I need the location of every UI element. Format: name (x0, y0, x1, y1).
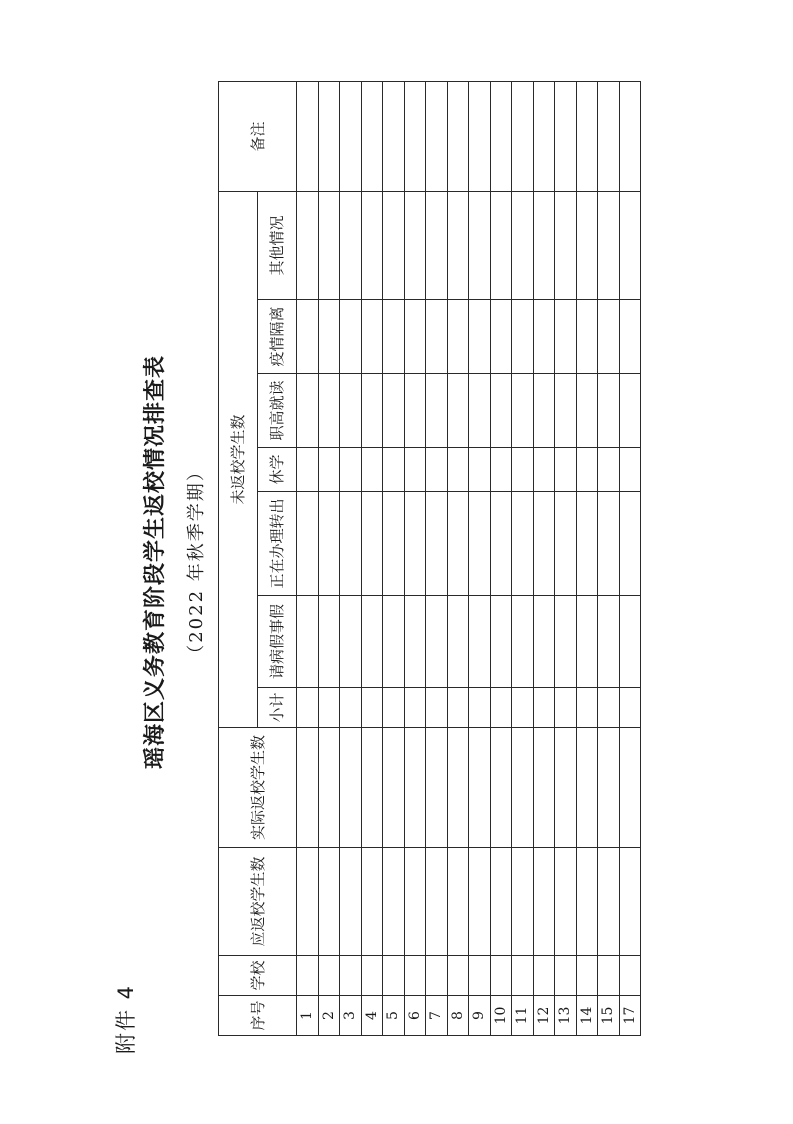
table-cell (404, 191, 426, 299)
table-cell (555, 596, 577, 688)
table-cell (447, 374, 469, 448)
table-cell (447, 448, 469, 492)
table-cell (512, 728, 534, 848)
row-seq-cell: 10 (490, 996, 512, 1036)
row-seq-cell: 14 (576, 996, 598, 1036)
table-cell (447, 596, 469, 688)
table-cell (404, 448, 426, 492)
row-seq-cell: 9 (469, 996, 491, 1036)
header-row-top (219, 81, 258, 1035)
table-cell (361, 300, 383, 374)
table-cell (318, 492, 340, 596)
table-cell (512, 492, 534, 596)
header-subtotal: 小计 (258, 688, 297, 728)
table-cell (576, 300, 598, 374)
table-cell (447, 492, 469, 596)
table-cell (361, 374, 383, 448)
table-row (619, 81, 641, 1035)
table-cell (447, 956, 469, 996)
table-cell (426, 374, 448, 448)
table-cell (512, 956, 534, 996)
table-cell (598, 596, 620, 688)
table-cell (383, 688, 405, 728)
table-cell (533, 374, 555, 448)
row-seq-cell: 1 (297, 996, 319, 1036)
table-cell (598, 956, 620, 996)
row-seq-cell: 13 (555, 996, 577, 1036)
table-cell (512, 374, 534, 448)
table-cell (318, 688, 340, 728)
header-sick-leave: 请病假事假 (258, 596, 297, 688)
table-cell (318, 191, 340, 299)
table-cell (447, 191, 469, 299)
table-cell (340, 728, 362, 848)
table-cell (361, 448, 383, 492)
table-row (297, 81, 319, 1035)
table-cell (469, 728, 491, 848)
table-cell (426, 688, 448, 728)
table-cell (576, 448, 598, 492)
table-cell (512, 300, 534, 374)
table-cell (555, 448, 577, 492)
table-cell (512, 688, 534, 728)
table-cell (426, 448, 448, 492)
table-cell (490, 191, 512, 299)
table-cell (512, 848, 534, 956)
table-cell (361, 728, 383, 848)
table-cell (533, 81, 555, 191)
table-cell (383, 374, 405, 448)
table-row (490, 81, 512, 1035)
table-cell (340, 374, 362, 448)
table-row (598, 81, 620, 1035)
table-cell (512, 448, 534, 492)
table-cell (297, 81, 319, 191)
table-cell (555, 374, 577, 448)
table-cell (297, 956, 319, 996)
table-cell (533, 300, 555, 374)
table-cell (619, 492, 641, 596)
table-cell (340, 956, 362, 996)
table-cell (318, 374, 340, 448)
table-cell (576, 81, 598, 191)
table-cell (619, 191, 641, 299)
table-cell (297, 688, 319, 728)
table-cell (598, 492, 620, 596)
table-cell (533, 688, 555, 728)
table-cell (555, 492, 577, 596)
table-cell (404, 374, 426, 448)
table-cell (512, 191, 534, 299)
table-row (318, 81, 340, 1035)
table-cell (318, 300, 340, 374)
table-cell (404, 728, 426, 848)
table-cell (426, 956, 448, 996)
table-cell (404, 848, 426, 956)
table-cell (469, 848, 491, 956)
table-cell (576, 492, 598, 596)
row-seq-cell: 2 (318, 996, 340, 1036)
table-cell (297, 848, 319, 956)
table-row (447, 81, 469, 1035)
table-cell (404, 492, 426, 596)
table-cell (469, 448, 491, 492)
table-cell (619, 728, 641, 848)
table-cell (598, 300, 620, 374)
row-seq-cell: 6 (404, 996, 426, 1036)
table-cell (297, 374, 319, 448)
table-cell (361, 492, 383, 596)
header-transfer: 正在办理转出 (258, 492, 297, 596)
table-cell (619, 374, 641, 448)
table-cell (426, 848, 448, 956)
table-cell (383, 448, 405, 492)
table-cell (490, 848, 512, 956)
table-row (383, 81, 405, 1035)
table-cell (383, 492, 405, 596)
table-cell (555, 300, 577, 374)
table-cell (340, 492, 362, 596)
table-cell (619, 596, 641, 688)
table-cell (598, 191, 620, 299)
table-cell (619, 956, 641, 996)
table-cell (383, 81, 405, 191)
table-cell (383, 728, 405, 848)
table-cell (297, 448, 319, 492)
header-not-returned: 未返校学生数 (219, 191, 258, 727)
table-cell (533, 191, 555, 299)
table-cell (512, 81, 534, 191)
table-cell (361, 81, 383, 191)
table-row (469, 81, 491, 1035)
table-cell (576, 728, 598, 848)
row-seq-cell: 3 (340, 996, 362, 1036)
table-cell (361, 848, 383, 956)
table-cell (404, 300, 426, 374)
table-cell (340, 688, 362, 728)
table-cell (555, 191, 577, 299)
table-cell (404, 81, 426, 191)
header-seq: 序号 (219, 996, 297, 1036)
table-cell (340, 848, 362, 956)
table-cell (555, 956, 577, 996)
table-cell (469, 374, 491, 448)
row-seq-cell: 7 (426, 996, 448, 1036)
table-cell (383, 300, 405, 374)
table-cell (469, 300, 491, 374)
header-other: 其他情况 (258, 191, 297, 299)
table-cell (469, 688, 491, 728)
table-cell (533, 956, 555, 996)
table-cell (512, 596, 534, 688)
header-suspension: 休学 (258, 448, 297, 492)
table-cell (297, 300, 319, 374)
table-cell (426, 728, 448, 848)
table-cell (619, 848, 641, 956)
table-cell (318, 596, 340, 688)
header-actual: 实际返校学生数 (219, 728, 297, 848)
table-cell (297, 191, 319, 299)
table-cell (383, 596, 405, 688)
table-row (404, 81, 426, 1035)
table-cell (426, 492, 448, 596)
table-row (533, 81, 555, 1035)
table-cell (576, 191, 598, 299)
table-cell (533, 492, 555, 596)
table-cell (426, 191, 448, 299)
table-cell (340, 448, 362, 492)
table-cell (533, 848, 555, 956)
table-cell (297, 596, 319, 688)
table-cell (404, 956, 426, 996)
survey-table (218, 81, 641, 1036)
table-cell (469, 956, 491, 996)
table-row (555, 81, 577, 1035)
header-remarks: 备注 (219, 81, 297, 191)
table-cell (490, 688, 512, 728)
table-cell (619, 300, 641, 374)
table-cell (340, 300, 362, 374)
table-cell (576, 848, 598, 956)
attachment-label: 附件 4 (114, 983, 138, 1054)
table-cell (490, 448, 512, 492)
table-cell (426, 596, 448, 688)
table-cell (447, 848, 469, 956)
table-cell (490, 728, 512, 848)
row-seq-cell: 17 (619, 996, 641, 1036)
table-cell (469, 191, 491, 299)
row-seq-cell: 15 (598, 996, 620, 1036)
table-cell (490, 374, 512, 448)
table-cell (447, 300, 469, 374)
table-cell (361, 596, 383, 688)
table-cell (318, 448, 340, 492)
table-cell (576, 596, 598, 688)
table-cell (447, 688, 469, 728)
table-cell (340, 596, 362, 688)
table-cell (361, 191, 383, 299)
table-cell (490, 956, 512, 996)
table-row (512, 81, 534, 1035)
table-cell (576, 374, 598, 448)
table-cell (318, 848, 340, 956)
table-cell (555, 848, 577, 956)
table-cell (318, 728, 340, 848)
table-row (576, 81, 598, 1035)
row-seq-cell: 8 (447, 996, 469, 1036)
table-cell (555, 688, 577, 728)
table-row (340, 81, 362, 1035)
table-cell (490, 596, 512, 688)
document-title: 瑶海区义务教育阶段学生返校情况排查表 (142, 355, 168, 770)
header-quarantine: 疫情隔离 (258, 300, 297, 374)
header-vocational: 职高就读 (258, 374, 297, 448)
table-cell (297, 492, 319, 596)
table-cell (598, 688, 620, 728)
table-cell (361, 688, 383, 728)
table-cell (490, 81, 512, 191)
table-cell (619, 81, 641, 191)
table-cell (469, 596, 491, 688)
header-school: 学校 (219, 956, 297, 996)
table-cell (490, 300, 512, 374)
table-cell (598, 374, 620, 448)
table-cell (598, 728, 620, 848)
table-cell (576, 688, 598, 728)
table-cell (318, 81, 340, 191)
document-subtitle: （2022 年秋季学期） (186, 461, 207, 663)
table-cell (383, 848, 405, 956)
table-cell (619, 448, 641, 492)
table-cell (426, 300, 448, 374)
table-cell (490, 492, 512, 596)
table-cell (555, 728, 577, 848)
row-seq-cell: 11 (512, 996, 534, 1036)
table-cell (297, 728, 319, 848)
table-cell (340, 191, 362, 299)
table-cell (533, 728, 555, 848)
table-cell (340, 81, 362, 191)
row-seq-cell: 5 (383, 996, 405, 1036)
table-body (297, 81, 641, 1035)
table-cell (383, 956, 405, 996)
table-cell (469, 492, 491, 596)
table-cell (447, 81, 469, 191)
table-cell (619, 688, 641, 728)
table-cell (555, 81, 577, 191)
row-seq-cell: 12 (533, 996, 555, 1036)
table-cell (598, 448, 620, 492)
table-cell (533, 448, 555, 492)
table-cell (598, 81, 620, 191)
table-cell (426, 81, 448, 191)
row-seq-cell: 4 (361, 996, 383, 1036)
table-cell (598, 848, 620, 956)
table-cell (404, 596, 426, 688)
table-cell (447, 728, 469, 848)
table-cell (533, 596, 555, 688)
table-cell (383, 191, 405, 299)
table-cell (361, 956, 383, 996)
table-cell (404, 688, 426, 728)
table-cell (576, 956, 598, 996)
table-cell (318, 956, 340, 996)
table-cell (469, 81, 491, 191)
table-row (426, 81, 448, 1035)
table-row (361, 81, 383, 1035)
header-expected: 应返校学生数 (219, 848, 297, 956)
